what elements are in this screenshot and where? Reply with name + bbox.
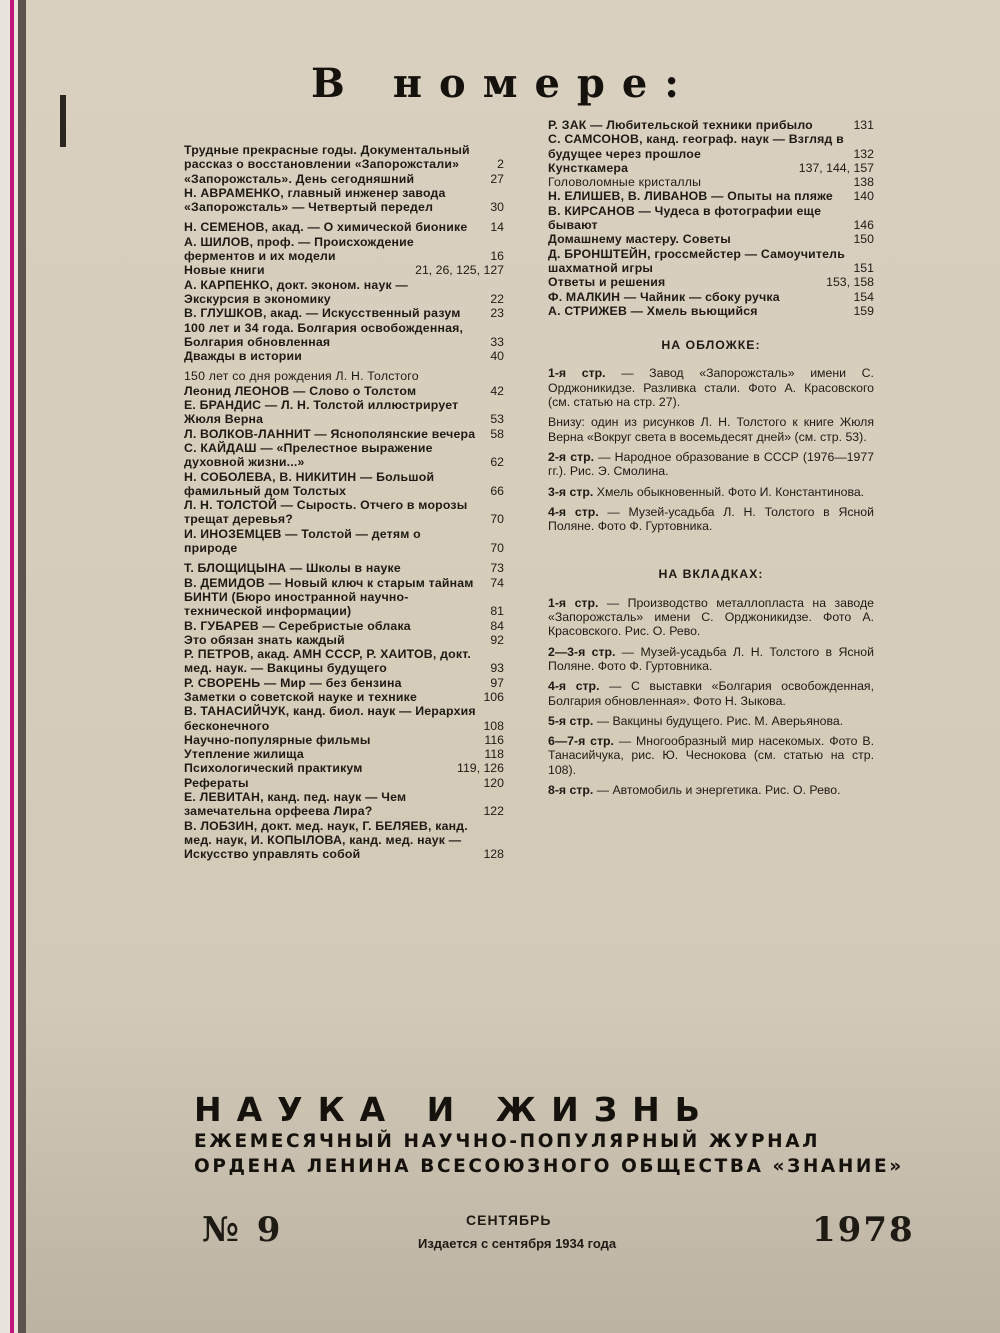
- caption-paragraph: [548, 485, 874, 499]
- toc-entry-title: Научно-популярные фильмы: [184, 732, 371, 747]
- magazine-title: НАУКА И ЖИЗНЬ: [194, 1090, 715, 1129]
- caption-label: 8-я стр.: [548, 782, 594, 797]
- toc-entry: [184, 761, 504, 775]
- caption-label: 1-я стр.: [548, 595, 599, 610]
- toc-entry: [548, 175, 874, 189]
- page-heading: В номере:: [311, 60, 697, 107]
- caption-paragraph: [548, 505, 874, 534]
- toc-entry-title: В. ГУБАРЕВ — Серебристые облака: [184, 618, 411, 633]
- caption-paragraph: [548, 450, 874, 479]
- toc-entry: [548, 118, 874, 132]
- toc-entry-page: 93: [490, 661, 504, 676]
- toc-entry: [184, 398, 504, 427]
- toc-entry: [184, 690, 504, 704]
- toc-entry: [184, 776, 504, 790]
- toc-entry-page: 42: [490, 383, 504, 398]
- toc-entry: [184, 733, 504, 747]
- toc-entry-page: 108: [483, 718, 504, 733]
- toc-entry-title: Это обязан знать каждый: [184, 632, 345, 647]
- toc-entry-title: В. ТАНАСИЙЧУК, канд. биол. наук — Иерархия бесконечного: [184, 704, 476, 733]
- toc-entry: [184, 527, 504, 556]
- toc-entry-page: 14: [490, 220, 504, 235]
- toc-entry-page: 58: [490, 426, 504, 441]
- toc-entry: [548, 232, 874, 246]
- toc-entry: [184, 263, 504, 277]
- caption-label: 2—3-я стр.: [548, 644, 616, 659]
- caption-paragraph: [548, 714, 874, 728]
- toc-entry-title: Трудные прекрасные годы. Документальный рассказ о восстановлении «Запорожстали»: [184, 143, 470, 172]
- toc-entry-title: Л. Н. ТОЛСТОЙ — Сырость. Отчего в морозы трещат деревья?: [184, 498, 468, 527]
- caption-text: — Многообразный мир насекомых. Фото В. Танасийчука, рис. Ю. Чеснокова (см. статью на стр. 108).: [548, 734, 874, 777]
- toc-entry: [184, 619, 504, 633]
- toc-entry-page: 22: [490, 291, 504, 306]
- masthead: [194, 1090, 914, 1179]
- toc-entry: [548, 132, 874, 161]
- toc-entry: [184, 498, 504, 527]
- toc-entry: [184, 172, 504, 186]
- caption-text: — Завод «Запорожсталь» имени С. Орджоникидзе. Разливка стали. Фото А. Красовского (см. статью на стр. 27).: [548, 366, 874, 410]
- toc-entry-page: 140: [853, 189, 874, 204]
- toc-entry-page: 128: [483, 847, 504, 862]
- toc-entry: [184, 647, 504, 676]
- toc-entry: [184, 561, 504, 575]
- toc-entry: [184, 576, 504, 590]
- toc-entry-title: Н. СЕМЕНОВ, акад. — О химической бионике: [184, 220, 468, 235]
- caption-paragraph: [548, 734, 874, 777]
- toc-entry-page: 53: [490, 412, 504, 427]
- caption-label: 4-я стр.: [548, 679, 600, 694]
- toc-entry: [548, 204, 874, 233]
- toc-entry-page: 119, 126: [457, 761, 504, 776]
- toc-entry-page: 66: [490, 483, 504, 498]
- toc-entry: [548, 290, 874, 304]
- caption-text: Хмель обыкновенный. Фото И. Константинова.: [593, 484, 865, 499]
- caption-label: 3-я стр.: [548, 484, 594, 499]
- caption-paragraph: [548, 366, 874, 409]
- toc-entry-title: И. ИНОЗЕМЦЕВ — Толстой — детям о природе: [184, 526, 421, 556]
- toc-entry: [184, 633, 504, 647]
- toc-entry-page: 33: [490, 334, 504, 349]
- issue-number: № 9: [202, 1210, 284, 1250]
- toc-entry-page: 151: [853, 260, 874, 275]
- toc-entry-page: 137, 144, 157: [798, 160, 874, 175]
- toc-entry: [184, 790, 504, 819]
- caption-paragraph: [548, 783, 874, 797]
- toc-entry-title: Психологический практикум: [184, 761, 363, 776]
- caption-text: Внизу: один из рисунков Л. Н. Толстого к книге Жюля Верна «Вокруг света в восемьдесят дней» (см. стр. 53).: [548, 415, 874, 444]
- toc-entry-title: Л. ВОЛКОВ-ЛАННИТ — Яснополянские вечера: [184, 426, 476, 441]
- toc-entry-title: Рефераты: [184, 775, 249, 790]
- toc-entry: [184, 704, 504, 733]
- toc-entry-title: Н. АВРАМЕНКО, главный инженер завода «Запорожсталь» — Четвертый передел: [184, 185, 446, 215]
- caption-text: — Производство металлопласта на заводе «Запорожсталь» имени С. Орджоникидзе. Фото А. Красовского. Рис. О. Рево.: [548, 595, 874, 639]
- toc-entry-page: 74: [490, 575, 504, 590]
- magazine-page: [26, 0, 1000, 1333]
- caption-paragraph: [548, 596, 874, 639]
- cover-list: [548, 366, 874, 533]
- toc-entry-page: 153, 158: [826, 275, 874, 290]
- toc-entry: [548, 161, 874, 175]
- toc-entry-title: А. ШИЛОВ, проф. — Происхождение ферментов и их модели: [184, 234, 414, 264]
- toc-entry-title: А. КАРПЕНКО, докт. эконом. наук — Экскурсия в экономику: [184, 277, 408, 306]
- toc-entry-page: 131: [853, 118, 874, 132]
- toc-entry-page: 150: [853, 232, 874, 247]
- toc-entry-title: С. САМСОНОВ, канд. географ. наук — Взгляд в будущее через прошлое: [548, 132, 844, 161]
- toc-entry-page: 92: [490, 632, 504, 647]
- caption-text: — Вакцины будущего. Рис. М. Аверьянова.: [593, 713, 844, 728]
- published-since: Издается с сентября 1934 года: [418, 1236, 617, 1251]
- toc-entry-page: 30: [490, 200, 504, 215]
- toc-entry-page: 138: [853, 175, 874, 190]
- toc-entry-page: 73: [490, 561, 504, 576]
- toc-entry-title: Ф. МАЛКИН — Чайник — сбоку ручка: [548, 289, 780, 304]
- caption-text: — Музей-усадьба Л. Н. Толстого в Ясной Поляне. Фото Ф. Гуртовника.: [548, 504, 874, 534]
- caption-label: 5-я стр.: [548, 713, 594, 728]
- toc-entry-page: 23: [490, 306, 504, 321]
- toc-entry-title: Утепление жилища: [184, 747, 304, 762]
- toc-entry-title: Е. БРАНДИС — Л. Н. Толстой иллюстрирует Жюля Верна: [184, 398, 459, 427]
- toc-entry: [184, 143, 504, 172]
- caption-text: — Автомобиль и энергетика. Рис. О. Рево.: [593, 782, 841, 797]
- toc-entry-page: 21, 26, 125, 127: [415, 263, 504, 278]
- caption-paragraph: [548, 415, 874, 444]
- toc-entry: [184, 369, 504, 383]
- toc-entry-title: Головоломные кристаллы: [548, 175, 702, 190]
- toc-entry-title: Н. ЕЛИШЕВ, В. ЛИВАНОВ — Опыты на пляже: [548, 189, 833, 204]
- toc-entry-title: Новые книги: [184, 263, 265, 278]
- toc-entry: [184, 278, 504, 307]
- caption-label: 2-я стр.: [548, 449, 595, 464]
- toc-entry: [184, 427, 504, 441]
- toc-entry-page: 81: [490, 604, 504, 619]
- toc-entry: [184, 349, 504, 363]
- toc-left-column: [184, 143, 504, 862]
- toc-entry-page: 132: [853, 146, 874, 161]
- toc-entry-title: Заметки о советской науке и технике: [184, 689, 418, 704]
- toc-entry: [184, 220, 504, 234]
- toc-entry-page: 154: [853, 289, 874, 304]
- toc-right-list: [548, 118, 874, 318]
- caption-paragraph: [548, 679, 874, 708]
- toc-entry-page: 97: [490, 675, 504, 690]
- magazine-subtitle-2: ОРДЕНА ЛЕНИНА ВСЕСОЮЗНОГО ОБЩЕСТВА «ЗНАНИЕ»: [194, 1156, 904, 1177]
- toc-entry-page: 116: [484, 732, 504, 747]
- toc-entry: [548, 189, 874, 203]
- toc-entry-page: 27: [490, 171, 504, 186]
- toc-entry-page: 62: [490, 455, 504, 470]
- caption-text: — С выставки «Болгария освобожденная, Болгария обновленная». Фото Н. Зыкова.: [548, 679, 874, 708]
- toc-entry-title: Д. БРОНШТЕЙН, гроссмейстер — Самоучитель шахматной игры: [548, 246, 845, 275]
- toc-entry: [184, 470, 504, 499]
- toc-entry: [184, 747, 504, 761]
- caption-label: 4-я стр.: [548, 504, 599, 519]
- toc-entry-page: 120: [483, 775, 504, 790]
- toc-entry-title: Ответы и решения: [548, 275, 666, 290]
- toc-entry-title: Кунсткамера: [548, 160, 629, 175]
- toc-entry-title: Дважды в истории: [184, 349, 303, 364]
- toc-entry: [184, 819, 504, 862]
- caption-label: 1-я стр.: [548, 366, 606, 381]
- toc-entry-title: В. ЛОБЗИН, докт. мед. наук, Г. БЕЛЯЕВ, канд. мед. наук, И. КОПЫЛОВА, канд. мед. наук — Искусство управлять собой: [184, 818, 468, 862]
- toc-entry: [184, 676, 504, 690]
- toc-entry-title: Р. ЗАК — Любительской техники прибыло: [548, 118, 813, 132]
- toc-entry-title: Леонид ЛЕОНОВ — Слово о Толстом: [184, 383, 417, 398]
- toc-entry: [184, 321, 504, 350]
- toc-entry: [548, 275, 874, 289]
- margin-mark: [60, 95, 66, 147]
- toc-entry-page: 84: [490, 618, 504, 633]
- toc-entry: [184, 306, 504, 320]
- toc-entry-title: Н. СОБОЛЕВА, В. НИКИТИН — Большой фамильный дом Толстых: [184, 469, 435, 498]
- cover-heading: НА ОБЛОЖКЕ:: [661, 338, 761, 353]
- toc-entry-page: 2: [497, 157, 504, 172]
- toc-entry-page: 70: [490, 512, 504, 527]
- toc-entry-title: А. СТРИЖЕВ — Хмель вьющийся: [548, 303, 758, 318]
- toc-entry-title: В. КИРСАНОВ — Чудеса в фотографии еще бывают: [548, 203, 822, 233]
- toc-entry-title: 100 лет и 34 года. Болгария освобожденная, Болгария обновленная: [184, 320, 464, 349]
- inserts-heading: НА ВКЛАДКАХ:: [658, 567, 764, 582]
- toc-entry-page: 70: [490, 541, 504, 556]
- toc-entry: [184, 235, 504, 264]
- toc-entry-title: Т. БЛОЩИЦЫНА — Школы в науке: [184, 561, 401, 576]
- caption-text: — Народное образование в СССР (1976—1977 гг.). Рис. Э. Смолина.: [548, 449, 874, 479]
- toc-entry: [548, 247, 874, 276]
- toc-entry-page: 106: [483, 689, 504, 704]
- magazine-subtitle-1: ЕЖЕМЕСЯЧНЫЙ НАУЧНО-ПОПУЛЯРНЫЙ ЖУРНАЛ: [194, 1131, 821, 1152]
- toc-entry-page: 122: [483, 804, 504, 819]
- issue-month: СЕНТЯБРЬ: [466, 1212, 552, 1228]
- toc-entry-page: 40: [490, 349, 504, 364]
- toc-entry: [184, 590, 504, 619]
- caption-text: — Музей-усадьба Л. Н. Толстого в Ясной Поляне. Фото Ф. Гуртовника.: [548, 644, 874, 673]
- toc-entry: [184, 186, 504, 215]
- toc-entry-title: 150 лет со дня рождения Л. Н. Толстого: [184, 369, 419, 384]
- magazine-binding: [0, 0, 26, 1333]
- issue-year: 1978: [812, 1210, 915, 1250]
- toc-entry-title: Р. ПЕТРОВ, акад. АМН СССР, Р. ХАИТОВ, докт. мед. наук. — Вакцины будущего: [184, 647, 471, 676]
- caption-label: 6—7-я стр.: [548, 734, 614, 749]
- toc-entry-title: БИНТИ (Бюро иностранной научно-технической информации): [184, 589, 409, 619]
- toc-entry-title: С. КАЙДАШ — «Прелестное выражение духовной жизни...»: [184, 440, 433, 470]
- toc-entry-page: 16: [490, 249, 504, 264]
- toc-entry: [184, 441, 504, 470]
- toc-entry-page: 146: [853, 218, 874, 233]
- toc-entry-title: В. ГЛУШКОВ, акад. — Искусственный разум: [184, 306, 461, 321]
- toc-entry-title: «Запорожсталь». День сегодняшний: [184, 171, 415, 186]
- toc-entry-title: Домашнему мастеру. Советы: [548, 232, 731, 247]
- toc-entry-page: 118: [484, 747, 504, 762]
- toc-entry-title: В. ДЕМИДОВ — Новый ключ к старым тайнам: [184, 575, 474, 590]
- toc-entry: [184, 384, 504, 398]
- toc-entry: [548, 304, 874, 318]
- caption-paragraph: [548, 645, 874, 674]
- toc-entry-title: Е. ЛЕВИТАН, канд. пед. наук — Чем замечательна орфеева Лира?: [184, 790, 407, 819]
- inserts-list: [548, 596, 874, 798]
- toc-right-column: [548, 118, 874, 797]
- toc-entry-page: 159: [853, 303, 874, 318]
- toc-entry-title: Р. СВОРЕНЬ — Мир — без бензина: [184, 675, 402, 690]
